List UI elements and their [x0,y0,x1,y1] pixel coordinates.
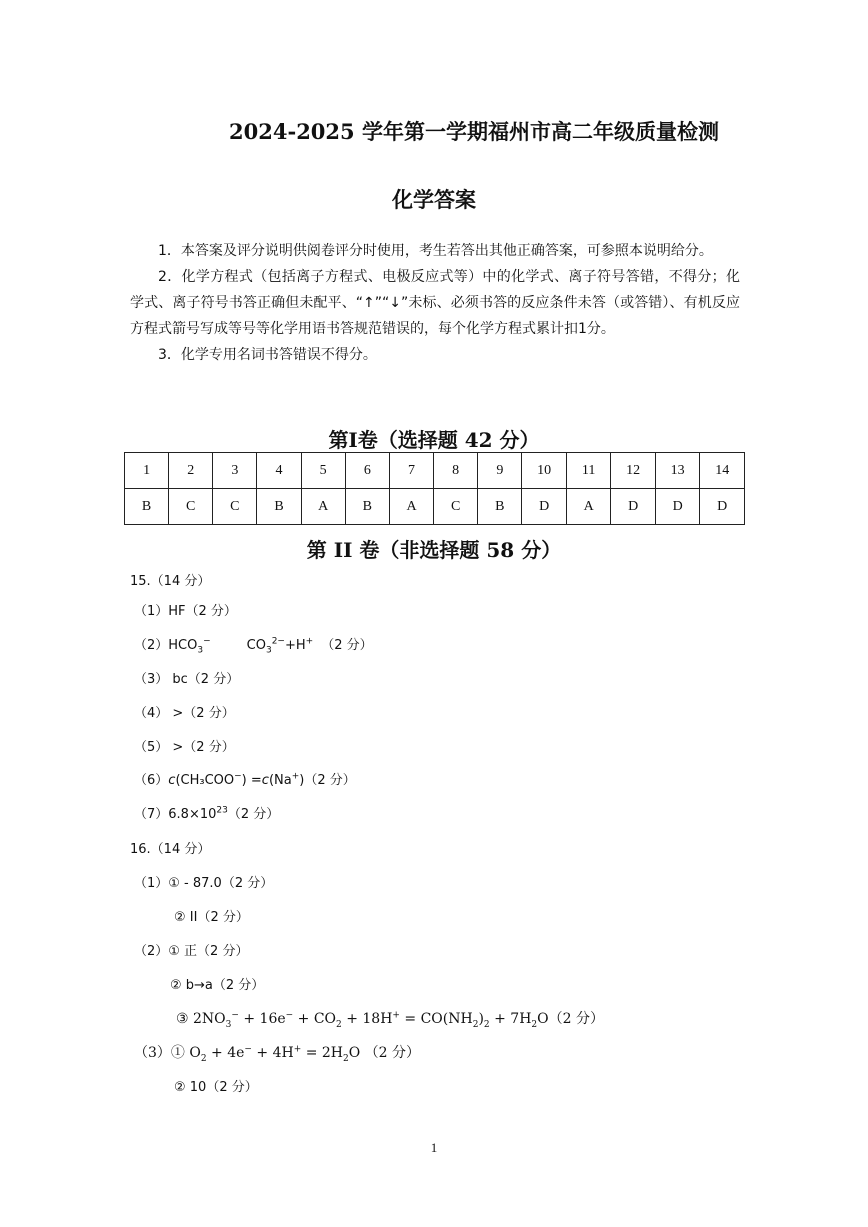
score-text: )（2 分） [299,773,356,788]
q16-answer-1: （1）① - 87.0（2 分） [134,876,274,891]
q16-header: 16.（14 分） [130,842,211,857]
formula-text: O（2 分） [537,1011,604,1027]
formula-text: (Na [268,773,292,788]
table-cell: 2 [169,453,213,489]
superscript: 2− [271,636,285,647]
formula-text: = 2H [301,1045,343,1061]
subscript: 3 [265,645,272,656]
formula-text: （7）6.8×10 [134,807,217,822]
table-cell: 14 [700,453,745,489]
table-cell: A [301,489,345,525]
table-cell: B [257,489,301,525]
subscript: 2 [343,1053,349,1064]
formula-text: + 16e [238,1011,286,1027]
q15-answer-6 [134,769,356,788]
document-subtitle: 化学答案 [392,187,476,212]
q15-answer-1: （1）HF（2 分） [134,604,237,619]
superscript: − [244,1044,252,1055]
superscript: + [291,771,300,782]
formula-text: = CO(NH [399,1011,473,1027]
formula-text: + 4H [251,1045,294,1061]
table-cell: 3 [213,453,257,489]
superscript: − [203,636,211,647]
subscript: 2 [472,1019,479,1030]
table-cell: A [389,489,433,525]
subscript: 2 [483,1019,490,1030]
superscript: + [293,1044,302,1055]
question-number-row [125,453,745,489]
formula-text: +H [284,638,306,653]
q16-answer-3: （2）① 正（2 分） [134,944,249,959]
choice-answer-table [124,452,745,525]
note-2: 2．化学方程式（包括离子方程式、电极反应式等）中的化学式、离子符号答错，不得分；化学式、离子符号书答正确但未配平、“↑”“↓”未标、必须书答的反应条件未答（或答错）、有机反应方程式箭号写成等号等化学用语书答规范错误的，每个化学方程式累计扣1分。 [130,269,740,337]
subscript: 2 [531,1019,538,1030]
table-cell: 5 [301,453,345,489]
superscript: 23 [216,805,228,816]
note-3: 3．化学专用名词书答错误不得分。 [158,347,377,363]
table-cell: 8 [434,453,478,489]
formula-text: （3）① O [134,1045,201,1061]
page-number: 1 [430,1140,438,1155]
superscript: − [234,771,242,782]
superscript: + [305,636,314,647]
formula-text: (CH₃COO [175,773,235,788]
section-2-heading: 第 II 卷（非选择题 58 分） [306,538,562,562]
subscript: 3 [225,1019,232,1030]
formula-text: ) = [241,773,262,788]
table-cell: 1 [125,453,169,489]
table-cell: 11 [566,453,610,489]
formula-text: + 18H [341,1011,393,1027]
table-cell: 10 [522,453,567,489]
subscript: 2 [200,1053,207,1064]
superscript: − [285,1010,294,1021]
table-cell: C [213,489,257,525]
note-1: 1．本答案及评分说明供阅卷评分时使用，考生若答出其他正确答案，可参照本说明给分。 [158,243,713,259]
table-cell: D [655,489,700,525]
scoring-notes [130,238,740,368]
formula-text: c [168,773,176,788]
table-cell: 13 [655,453,700,489]
table-cell: 9 [478,453,522,489]
q16-answer-4: ② b→a（2 分） [170,978,265,993]
subscript: 3 [197,645,204,656]
score-text: （2 分） [321,638,373,653]
answer-row [125,489,745,525]
formula-text: + CO [293,1011,337,1027]
q15-answer-5: （5） >（2 分） [134,740,235,755]
label-text: （6） [134,773,169,788]
table-cell: 4 [257,453,301,489]
formula-text: CO [246,638,266,653]
table-cell: 7 [389,453,433,489]
table-cell: C [434,489,478,525]
formula-text: c [261,773,269,788]
formula-text: ) [478,1011,484,1027]
superscript: − [231,1010,239,1021]
table-cell: B [478,489,522,525]
table-cell: B [345,489,389,525]
formula-text: + 4e [206,1045,245,1061]
table-cell: D [700,489,745,525]
subscript: 2 [336,1019,342,1030]
table-cell: D [611,489,656,525]
q15-answer-4: （4） >（2 分） [134,706,235,721]
superscript: + [392,1010,400,1021]
table-cell: 6 [345,453,389,489]
q16-answer-5-equation [176,1008,604,1030]
q15-answer-7 [134,803,279,822]
section-1-heading: 第I卷（选择题 42 分） [328,428,540,452]
score-text: （2 分） [227,807,280,822]
q15-answer-3: （3） bc（2 分） [134,672,240,687]
q15-answer-2 [134,634,373,656]
q16-answer-7: ② 10（2 分） [174,1080,258,1095]
q16-answer-2: ② II（2 分） [174,910,249,925]
document-title: 2024-2025 学年第一学期福州市高二年级质量检测 [229,119,719,144]
q15-header: 15.（14 分） [130,574,211,589]
formula-text: O （2 分） [348,1045,421,1061]
formula-text: （2）HCO [134,638,198,653]
formula-text: ③ 2NO [176,1011,226,1027]
table-cell: A [566,489,610,525]
table-cell: C [169,489,213,525]
table-cell: 12 [611,453,656,489]
q16-answer-6-equation [134,1042,420,1064]
table-cell: D [522,489,567,525]
formula-text: + 7H [489,1011,532,1027]
table-cell: B [125,489,169,525]
